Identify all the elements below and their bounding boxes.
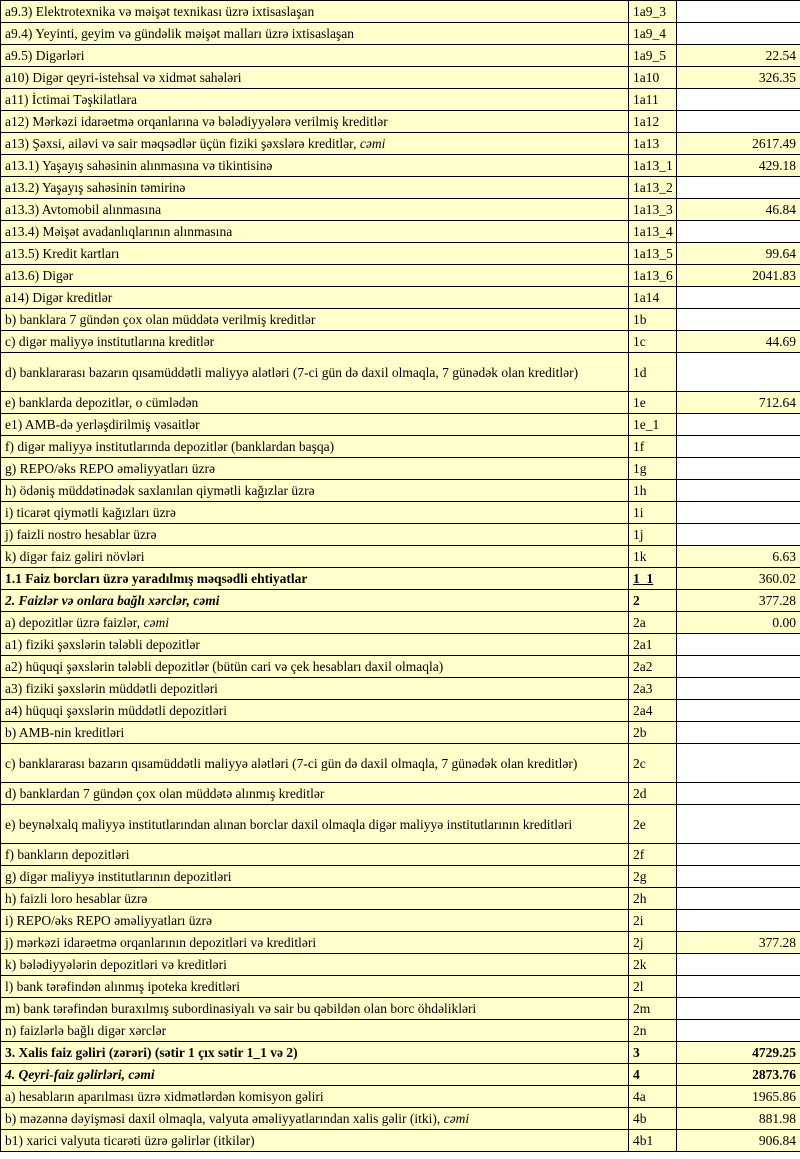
table-row — [1, 1, 800, 23]
row-code-cell: 4 — [629, 1064, 677, 1086]
row-label: a13.3) Avtomobil alınmasına — [5, 202, 162, 217]
row-label-cell — [1, 1086, 629, 1108]
row-label: a14) Digər kreditlər — [5, 290, 113, 305]
row-value-cell[interactable] — [677, 783, 800, 805]
table-row — [1, 1064, 800, 1086]
row-code-cell: 1a12 — [629, 111, 677, 133]
row-label: m) bank tərəfindən buraxılmış subordinasiyalı və sair bu qəbildən olan borc öhdəlikləri — [5, 1001, 477, 1016]
row-value-cell[interactable] — [677, 287, 800, 309]
row-label: b) AMB-nin kreditləri — [5, 725, 125, 740]
row-value-cell[interactable] — [677, 656, 800, 678]
row-label-cell — [1, 976, 629, 998]
row-code-cell: 1a10 — [629, 67, 677, 89]
row-code-cell: 2a — [629, 612, 677, 634]
row-value-cell[interactable] — [677, 722, 800, 744]
row-value-cell[interactable]: 2873.76 — [677, 1064, 800, 1086]
row-label-cell — [1, 45, 629, 67]
row-label-cell — [1, 954, 629, 976]
row-code-cell: 1i — [629, 502, 677, 524]
row-code-cell: 2g — [629, 866, 677, 888]
row-label-cell — [1, 243, 629, 265]
row-label-cell — [1, 744, 629, 783]
row-value-cell[interactable] — [677, 1020, 800, 1042]
table-row — [1, 546, 800, 568]
row-label-cell — [1, 1130, 629, 1152]
row-label: a1) fiziki şəxslərin tələbli depozitlər — [5, 637, 200, 652]
row-value-cell[interactable] — [677, 309, 800, 331]
row-label: a13.4) Məişət avadanlıqlarının alınmasına — [5, 224, 233, 239]
row-label: 3. Xalis faiz gəliri (zərəri) (sətir 1 çıx sətir 1_1 və 2) — [5, 1045, 298, 1060]
row-label-cell — [1, 783, 629, 805]
row-label: a13.2) Yaşayış sahəsinin təmirinə — [5, 180, 186, 195]
row-label-cell — [1, 199, 629, 221]
row-code-cell: 1a9_3 — [629, 1, 677, 23]
row-value-cell[interactable]: 906.84 — [677, 1130, 800, 1152]
table-row — [1, 45, 800, 67]
row-label: 1.1 Faiz borcları üzrə yaradılmış məqsədli ehtiyatlar — [5, 571, 308, 586]
row-value-cell[interactable]: 2041.83 — [677, 265, 800, 287]
table-row — [1, 998, 800, 1020]
row-value-cell[interactable] — [677, 910, 800, 932]
row-value-cell[interactable]: 6.63 — [677, 546, 800, 568]
row-label-cell — [1, 414, 629, 436]
row-code-cell: 2i — [629, 910, 677, 932]
row-label: e) beynəlxalq maliyyə institutlarından alınan borclar daxil olmaqla digər maliyyə institutlarının kreditləri — [5, 816, 573, 832]
row-label-cell — [1, 524, 629, 546]
row-label: a9.4) Yeyinti, geyim və gündəlik məişət malları üzrə ixtisaslaşan — [5, 26, 355, 41]
table-row — [1, 331, 800, 353]
row-code-cell: 2k — [629, 954, 677, 976]
row-code-cell: 1k — [629, 546, 677, 568]
row-label: a13) Şəxsi, ailəvi və sair məqsədlər üçün fiziki şəxslərə kreditlər, — [5, 136, 360, 151]
row-code-cell: 1a9_4 — [629, 23, 677, 45]
row-label: g) digər maliyyə institutlarının depozitləri — [5, 869, 232, 884]
table-row — [1, 783, 800, 805]
row-label: 2. Faizlər və onlara bağlı xərclər, cəmi — [5, 593, 220, 608]
row-label-cell — [1, 590, 629, 612]
table-row — [1, 414, 800, 436]
row-label: i) ticarət qiymətli kağızları üzrə — [5, 505, 176, 520]
row-label-cell — [1, 1064, 629, 1086]
row-code-cell: 4b — [629, 1108, 677, 1130]
table-row — [1, 700, 800, 722]
row-label-cell — [1, 1, 629, 23]
row-code-cell: 1a13_5 — [629, 243, 677, 265]
table-row — [1, 910, 800, 932]
row-code-cell: 2l — [629, 976, 677, 998]
row-label-cell — [1, 700, 629, 722]
table-row — [1, 155, 800, 177]
row-label: b) banklara 7 gündən çox olan müddətə verilmiş kreditlər — [5, 312, 316, 327]
row-value-cell[interactable] — [677, 23, 800, 45]
row-label: a13.5) Kredit kartları — [5, 246, 120, 261]
table-row — [1, 436, 800, 458]
row-label: a13.6) Digər — [5, 268, 74, 283]
table-row — [1, 89, 800, 111]
row-value-cell[interactable]: 1965.86 — [677, 1086, 800, 1108]
row-label-cell — [1, 910, 629, 932]
table-row — [1, 458, 800, 480]
table-row — [1, 805, 800, 844]
table-row — [1, 177, 800, 199]
table-row — [1, 932, 800, 954]
row-label: a10) Digər qeyri-istehsal və xidmət sahələri — [5, 70, 242, 85]
row-code-cell: 1a14 — [629, 287, 677, 309]
row-label: a2) hüquqi şəxslərin tələbli depozitlər (bütün cari və çek hesabları daxil olmaqla) — [5, 659, 444, 674]
table-row — [1, 309, 800, 331]
row-label: k) digər faiz gəliri növləri — [5, 549, 145, 564]
row-label-cell — [1, 502, 629, 524]
row-label: a) depozitlər üzrə faizlər, — [5, 615, 144, 630]
row-label: j) faizli nostro hesablar üzrə — [5, 527, 157, 542]
row-code-cell: 1a13_2 — [629, 177, 677, 199]
row-label-cell — [1, 932, 629, 954]
table-row — [1, 265, 800, 287]
row-label: f) bankların depozitləri — [5, 847, 130, 862]
row-label: a4) hüquqi şəxslərin müddətli depozitləri — [5, 703, 227, 718]
row-code-cell: 2 — [629, 590, 677, 612]
row-label-cell — [1, 331, 629, 353]
table-row — [1, 722, 800, 744]
table-row — [1, 353, 800, 392]
row-label-cell — [1, 309, 629, 331]
row-label-cell — [1, 888, 629, 910]
row-value-cell[interactable] — [677, 844, 800, 866]
row-value-cell[interactable] — [677, 678, 800, 700]
row-label-cell — [1, 23, 629, 45]
row-label-cell — [1, 634, 629, 656]
row-value-cell[interactable] — [677, 634, 800, 656]
row-label-cell — [1, 353, 629, 392]
row-value-cell[interactable]: 377.28 — [677, 590, 800, 612]
row-value-cell[interactable] — [677, 524, 800, 546]
row-value-cell[interactable] — [677, 436, 800, 458]
table-row — [1, 67, 800, 89]
row-code-cell: 1j — [629, 524, 677, 546]
row-value-cell[interactable]: 22.54 — [677, 45, 800, 67]
table-row — [1, 502, 800, 524]
row-code-cell: 1a13_6 — [629, 265, 677, 287]
row-value-cell[interactable] — [677, 480, 800, 502]
table-row — [1, 656, 800, 678]
row-value-cell[interactable] — [677, 89, 800, 111]
row-label: n) faizlərlə bağlı digər xərclər — [5, 1023, 167, 1038]
row-label: b1) xarici valyuta ticarəti üzrə gəlirlər (itkilər) — [5, 1133, 255, 1148]
row-label: l) bank tərəfindən alınmış ipoteka kreditləri — [5, 979, 241, 994]
row-label: f) digər maliyyə institutlarında depozitlər (banklardan başqa) — [5, 439, 335, 454]
row-code-cell: 2n — [629, 1020, 677, 1042]
row-label-cell — [1, 568, 629, 590]
row-value-cell[interactable] — [677, 1, 800, 23]
table-row — [1, 568, 800, 590]
table-row — [1, 612, 800, 634]
table-row — [1, 634, 800, 656]
table-row — [1, 866, 800, 888]
table-row — [1, 392, 800, 414]
table-row — [1, 590, 800, 612]
row-code-cell: 1_1 — [629, 568, 677, 590]
row-code-cell: 3 — [629, 1042, 677, 1064]
row-value-cell[interactable] — [677, 502, 800, 524]
row-value-cell[interactable] — [677, 976, 800, 998]
table-row — [1, 1086, 800, 1108]
table-row — [1, 678, 800, 700]
row-code-cell: 2b — [629, 722, 677, 744]
row-label: k) bələdiyyələrin depozitləri və kreditləri — [5, 957, 227, 972]
row-label-cell — [1, 546, 629, 568]
row-label-total-suffix: cəmi — [443, 1111, 470, 1126]
row-label: j) mərkəzi idarəetmə orqanlarının depozitləri və kreditləri — [5, 935, 317, 950]
row-value-cell[interactable] — [677, 998, 800, 1020]
row-label: a9.3) Elektrotexnika və məişət texnikası üzrə ixtisaslaşan — [5, 4, 315, 19]
row-code-cell: 4a — [629, 1086, 677, 1108]
row-label-cell — [1, 1020, 629, 1042]
row-code-cell: 1a9_5 — [629, 45, 677, 67]
row-code-cell: 1g — [629, 458, 677, 480]
row-label: a) hesabların aparılması üzrə xidmətlərdən komisyon gəliri — [5, 1089, 324, 1104]
table-row — [1, 844, 800, 866]
row-value-cell[interactable] — [677, 458, 800, 480]
table-row — [1, 744, 800, 783]
row-label-cell — [1, 221, 629, 243]
row-value-cell[interactable] — [677, 744, 800, 783]
row-label: d) banklardan 7 gündən çox olan müddətə alınmış kreditlər — [5, 786, 325, 801]
row-label-total-suffix: cəmi — [143, 615, 169, 630]
table-row — [1, 1042, 800, 1064]
row-code-cell: 1a11 — [629, 89, 677, 111]
row-label: g) REPO/əks REPO əməliyyatları üzrə — [5, 461, 215, 476]
row-label-cell — [1, 722, 629, 744]
row-value-cell[interactable]: 377.28 — [677, 932, 800, 954]
row-label-cell — [1, 392, 629, 414]
row-value-cell[interactable]: 326.35 — [677, 67, 800, 89]
row-code-cell: 1a13_4 — [629, 221, 677, 243]
row-value-cell[interactable] — [677, 805, 800, 844]
row-code-cell: 2e — [629, 805, 677, 844]
table-row — [1, 976, 800, 998]
table-row — [1, 221, 800, 243]
table-row — [1, 133, 800, 155]
row-value-cell[interactable] — [677, 353, 800, 392]
row-label: a13.1) Yaşayış sahəsinin alınmasına və tikintisinə — [5, 158, 273, 173]
row-label-cell — [1, 678, 629, 700]
row-value-cell[interactable] — [677, 177, 800, 199]
row-value-cell[interactable]: 712.64 — [677, 392, 800, 414]
row-label-cell — [1, 866, 629, 888]
row-code-cell: 1d — [629, 353, 677, 392]
table-row — [1, 243, 800, 265]
table-row — [1, 1108, 800, 1130]
row-value-cell[interactable] — [677, 888, 800, 910]
table-row — [1, 1130, 800, 1152]
row-label-cell — [1, 844, 629, 866]
row-value-cell[interactable]: 0.00 — [677, 612, 800, 634]
row-value-cell[interactable]: 44.69 — [677, 331, 800, 353]
row-label: c) banklararası bazarın qısamüddətli maliyyə alətləri (7-ci gün də daxil olmaqla, 7 günədək olan kreditlər) — [5, 755, 578, 771]
row-label-cell — [1, 656, 629, 678]
row-value-cell[interactable] — [677, 866, 800, 888]
row-value-cell[interactable] — [677, 954, 800, 976]
table-row — [1, 524, 800, 546]
row-code-cell: 2c — [629, 744, 677, 783]
row-value-cell[interactable] — [677, 221, 800, 243]
row-code-cell: 2a2 — [629, 656, 677, 678]
row-label-cell — [1, 133, 629, 155]
row-value-cell[interactable] — [677, 414, 800, 436]
row-label-cell — [1, 612, 629, 634]
row-code-cell: 1a13_1 — [629, 155, 677, 177]
row-code-cell: 2j — [629, 932, 677, 954]
row-label: a12) Mərkəzi idarəetmə orqanlarına və bələdiyyələrə verilmiş kreditlər — [5, 114, 388, 129]
row-label: h) faizli loro hesablar üzrə — [5, 891, 148, 906]
table-row — [1, 954, 800, 976]
row-label-cell — [1, 89, 629, 111]
row-label-cell — [1, 480, 629, 502]
row-label: a9.5) Digərləri — [5, 48, 85, 63]
row-code-cell: 1h — [629, 480, 677, 502]
row-code-cell: 1e_1 — [629, 414, 677, 436]
row-label-cell — [1, 177, 629, 199]
row-code-cell: 4b1 — [629, 1130, 677, 1152]
row-value-cell[interactable] — [677, 111, 800, 133]
row-code-cell: 1b — [629, 309, 677, 331]
row-code-cell: 1a13_3 — [629, 199, 677, 221]
row-label: b) məzənnə dəyişməsi daxil olmaqla, valyuta əməliyyatlarından xalis gəlir (itki), — [5, 1111, 444, 1126]
row-label-cell — [1, 1042, 629, 1064]
table-row — [1, 1020, 800, 1042]
row-value-cell[interactable]: 2617.49 — [677, 133, 800, 155]
row-label-cell — [1, 436, 629, 458]
row-label-cell — [1, 998, 629, 1020]
table-row — [1, 111, 800, 133]
row-label: a3) fiziki şəxslərin müddətli depozitləri — [5, 681, 218, 696]
row-label-cell — [1, 111, 629, 133]
report-table-body — [1, 1, 800, 1152]
row-code-cell: 1a13 — [629, 133, 677, 155]
row-value-cell[interactable] — [677, 700, 800, 722]
row-label: 4. Qeyri-faiz gəlirləri, cəmi — [5, 1067, 155, 1082]
row-label: d) banklararası bazarın qısamüddətli maliyyə alətləri (7-ci gün də daxil olmaqla, 7 günədək olan kreditlər) — [5, 364, 579, 380]
table-row — [1, 23, 800, 45]
table-row — [1, 199, 800, 221]
row-label: i) REPO/əks REPO əməliyyatları üzrə — [5, 913, 212, 928]
row-code-cell: 2m — [629, 998, 677, 1020]
row-label-cell — [1, 458, 629, 480]
row-value-cell[interactable]: 4729.25 — [677, 1042, 800, 1064]
row-code-cell: 1f — [629, 436, 677, 458]
row-code-cell: 2a1 — [629, 634, 677, 656]
row-code-cell: 2f — [629, 844, 677, 866]
row-label: e1) AMB-də yerləşdirilmiş vəsaitlər — [5, 417, 200, 432]
row-value-cell[interactable]: 99.64 — [677, 243, 800, 265]
row-code-cell: 1e — [629, 392, 677, 414]
row-code-cell: 2a4 — [629, 700, 677, 722]
row-label-cell — [1, 1108, 629, 1130]
row-label-cell — [1, 67, 629, 89]
table-row — [1, 480, 800, 502]
row-value-cell[interactable]: 46.84 — [677, 199, 800, 221]
table-row — [1, 888, 800, 910]
row-code-cell: 1c — [629, 331, 677, 353]
row-value-cell[interactable]: 360.02 — [677, 568, 800, 590]
row-label-total-suffix: cəmi — [359, 136, 386, 151]
row-label-cell — [1, 805, 629, 844]
row-code-cell: 2a3 — [629, 678, 677, 700]
row-value-cell[interactable]: 429.18 — [677, 155, 800, 177]
row-code-cell: 2d — [629, 783, 677, 805]
table-row — [1, 287, 800, 309]
row-label: h) ödəniş müddətinədək saxlanılan qiymətli kağızlar üzrə — [5, 483, 315, 498]
row-label-cell — [1, 265, 629, 287]
row-label: c) digər maliyyə institutlarına kreditlər — [5, 334, 215, 349]
row-value-cell[interactable]: 881.98 — [677, 1108, 800, 1130]
row-label: a11) İctimai Təşkilatlara — [5, 92, 137, 107]
row-code-cell: 2h — [629, 888, 677, 910]
row-label: e) banklarda depozitlər, o cümlədən — [5, 395, 199, 410]
row-label-cell — [1, 155, 629, 177]
row-label-cell — [1, 287, 629, 309]
